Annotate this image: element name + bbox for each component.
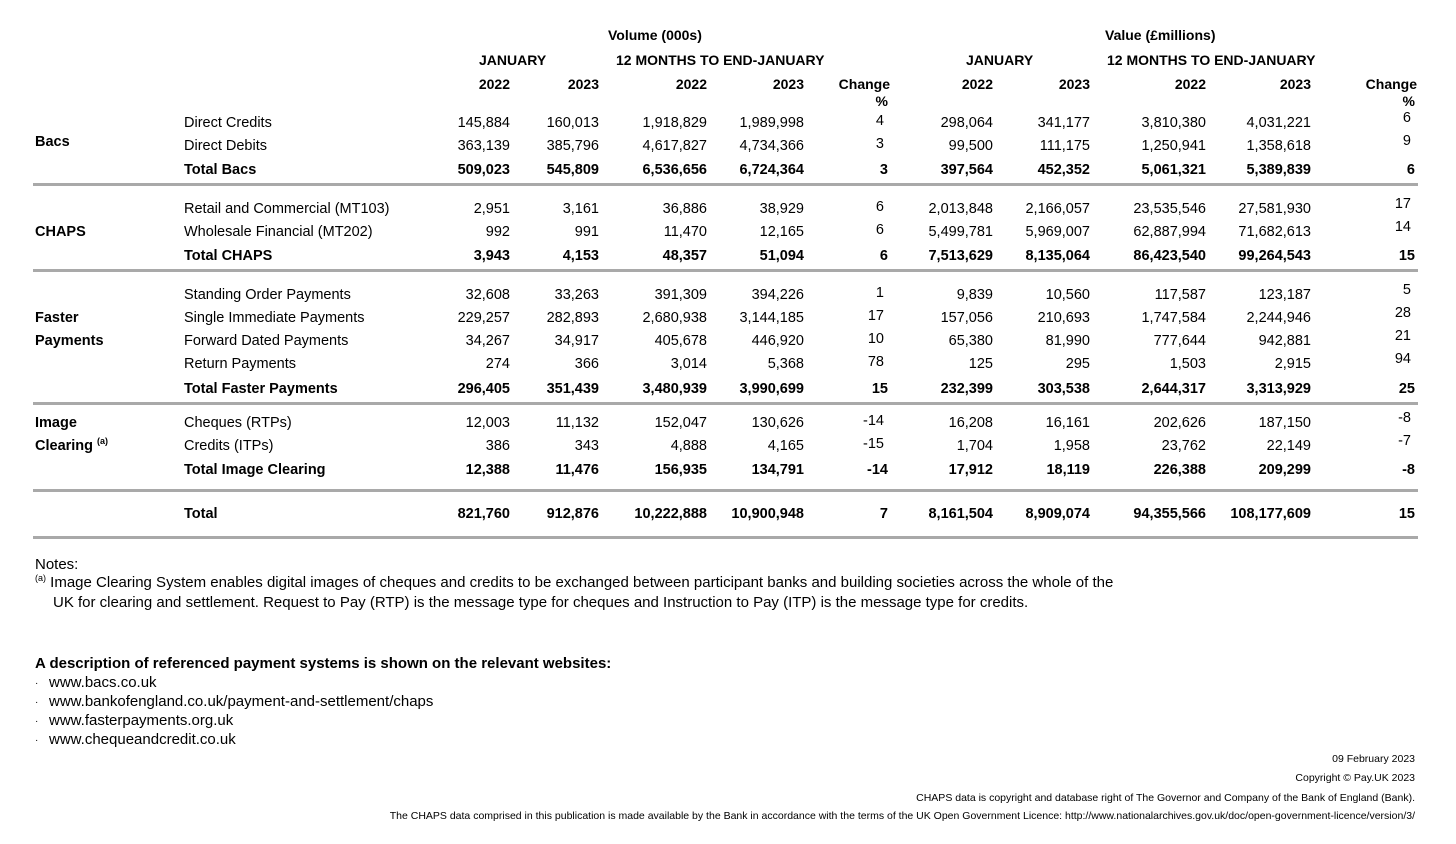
table-cell: 351,439	[546, 381, 599, 397]
table-cell: 992	[485, 224, 510, 240]
row-label: Total Bacs	[184, 162, 257, 178]
value-change-pct-header: %	[1402, 93, 1415, 109]
table-cell: 6	[879, 248, 888, 264]
table-cell: 2,680,938	[642, 310, 707, 326]
year-header-2022: 2022	[961, 76, 993, 92]
table-cell: 3	[875, 136, 884, 152]
table-cell: 3,313,929	[1246, 381, 1311, 397]
table-cell: 156,935	[654, 462, 707, 478]
footer-chaps-copyright: CHAPS data is copyright and database right of The Governor and Company of the Bank of England (Bank).	[916, 792, 1415, 804]
link-list-item	[35, 693, 433, 710]
table-cell: 343	[574, 438, 599, 454]
table-cell: 99,264,543	[1238, 248, 1311, 264]
table-cell: 134,791	[751, 462, 804, 478]
section-divider	[33, 489, 1418, 492]
bullet-icon: ·	[35, 696, 39, 708]
table-cell: 4,165	[767, 438, 804, 454]
table-cell: 160,013	[546, 115, 599, 131]
total-cell: 8,909,074	[1025, 506, 1090, 522]
row-label: Direct Credits	[184, 115, 272, 131]
table-cell: 27,581,930	[1238, 201, 1311, 217]
table-cell: 17	[867, 308, 884, 324]
table-cell: 145,884	[457, 115, 510, 131]
table-cell: 14	[1394, 219, 1411, 235]
table-cell: 38,929	[759, 201, 804, 217]
table-cell: 8,135,064	[1025, 248, 1090, 264]
table-cell: 394,226	[751, 287, 804, 303]
table-cell: 6,724,364	[739, 162, 804, 178]
row-label: Return Payments	[184, 356, 297, 372]
table-cell: 232,399	[940, 381, 993, 397]
total-label: Total	[184, 506, 218, 522]
table-cell: 4,888	[670, 438, 707, 454]
table-cell: 23,535,546	[1133, 201, 1206, 217]
note-a-marker: (a)	[35, 573, 46, 583]
table-cell: 3	[879, 162, 888, 178]
total-cell: 821,760	[457, 506, 510, 522]
table-cell: 81,990	[1045, 333, 1090, 349]
section-label-text: Image	[35, 415, 77, 431]
table-cell: 1,747,584	[1141, 310, 1206, 326]
table-cell: 99,500	[948, 138, 993, 154]
table-cell: 2,013,848	[928, 201, 993, 217]
table-cell: 1	[875, 285, 884, 301]
row-label: Retail and Commercial (MT103)	[184, 201, 390, 217]
table-cell: 9,839	[956, 287, 993, 303]
table-cell: 4,031,221	[1246, 115, 1311, 131]
year-header-2023: 2023	[1279, 76, 1311, 92]
table-cell: 6	[1402, 110, 1411, 126]
table-cell: 282,893	[546, 310, 599, 326]
table-cell: 21	[1394, 328, 1411, 344]
table-cell: 2,166,057	[1025, 201, 1090, 217]
total-cell: 8,161,504	[928, 506, 993, 522]
table-cell: 2,915	[1274, 356, 1311, 372]
table-cell: 7,513,629	[928, 248, 993, 264]
table-cell: 363,139	[457, 138, 510, 154]
table-cell: 25	[1398, 381, 1415, 397]
table-cell: 51,094	[759, 248, 804, 264]
table-cell: 296,405	[457, 381, 510, 397]
table-cell: 123,187	[1258, 287, 1311, 303]
table-cell: 452,352	[1037, 162, 1090, 178]
table-cell: 202,626	[1153, 415, 1206, 431]
table-cell: 341,177	[1037, 115, 1090, 131]
table-cell: -8	[1398, 410, 1411, 426]
table-cell: 1,958	[1053, 438, 1090, 454]
table-cell: 16,208	[948, 415, 993, 431]
table-cell: 34,267	[465, 333, 510, 349]
table-cell: 295	[1065, 356, 1090, 372]
table-cell: 209,299	[1258, 462, 1311, 478]
table-cell: 5,061,321	[1141, 162, 1206, 178]
row-label: Credits (ITPs)	[184, 438, 274, 454]
row-label: Direct Debits	[184, 138, 267, 154]
section-label	[35, 310, 79, 326]
table-cell: 942,881	[1258, 333, 1311, 349]
table-cell: 3,161	[562, 201, 599, 217]
table-cell: 10	[867, 331, 884, 347]
section-label-text: Payments	[35, 333, 104, 349]
table-cell: 991	[574, 224, 599, 240]
table-cell: 12,388	[465, 462, 510, 478]
table-cell: 17	[1394, 196, 1411, 212]
table-cell: 94	[1394, 351, 1411, 367]
section-label	[35, 333, 104, 349]
table-cell: 125	[968, 356, 993, 372]
link-list-item	[35, 731, 236, 748]
row-label: Single Immediate Payments	[184, 310, 365, 326]
section-label-text: Faster	[35, 310, 79, 326]
table-cell: 111,175	[1039, 138, 1090, 154]
table-cell: 86,423,540	[1133, 248, 1206, 264]
section-label	[35, 134, 70, 150]
website-link[interactable]: www.fasterpayments.org.uk	[49, 712, 234, 729]
section-label-footnote-marker: (a)	[97, 436, 109, 447]
bullet-icon: ·	[35, 734, 39, 746]
table-cell: 2,644,317	[1141, 381, 1206, 397]
table-cell: 6	[1406, 162, 1415, 178]
section-label	[35, 438, 108, 454]
row-label: Forward Dated Payments	[184, 333, 349, 349]
section-label-text: Bacs	[35, 134, 70, 150]
table-cell: 18,119	[1046, 462, 1090, 478]
table-cell: 23,762	[1161, 438, 1206, 454]
table-cell: 4,617,827	[642, 138, 707, 154]
value-12-months-header: 12 MONTHS TO END-JANUARY	[1107, 52, 1316, 68]
total-cell: 108,177,609	[1230, 506, 1311, 522]
table-cell: 4	[875, 113, 884, 129]
table-cell: 386	[485, 438, 510, 454]
link-list-item	[35, 674, 157, 691]
table-cell: 385,796	[546, 138, 599, 154]
table-cell: 1,358,618	[1246, 138, 1311, 154]
year-header-2023: 2023	[1058, 76, 1090, 92]
year-header-2022: 2022	[478, 76, 510, 92]
table-cell: 12,003	[465, 415, 510, 431]
table-cell: 5,389,839	[1246, 162, 1311, 178]
table-cell: 303,538	[1037, 381, 1090, 397]
table-cell: 2,244,946	[1246, 310, 1311, 326]
table-cell: 12,165	[759, 224, 804, 240]
table-cell: 62,887,994	[1133, 224, 1206, 240]
table-cell: 6	[875, 222, 884, 238]
table-cell: 366	[574, 356, 599, 372]
table-cell: 1,918,829	[642, 115, 707, 131]
table-cell: 65,380	[948, 333, 993, 349]
section-divider	[33, 183, 1418, 186]
table-cell: 1,250,941	[1141, 138, 1206, 154]
table-cell: -14	[867, 462, 888, 478]
table-cell: 3,480,939	[642, 381, 707, 397]
table-cell: 2,951	[473, 201, 510, 217]
section-label-text: Clearing	[35, 438, 94, 454]
year-header-2023: 2023	[772, 76, 804, 92]
footer-date: 09 February 2023	[1332, 753, 1415, 765]
table-cell: 17,912	[948, 462, 993, 478]
section-label	[35, 224, 86, 240]
table-cell: 5,499,781	[928, 224, 993, 240]
row-label: Standing Order Payments	[184, 287, 351, 303]
volume-12-months-header: 12 MONTHS TO END-JANUARY	[616, 52, 825, 68]
website-link[interactable]: www.chequeandcredit.co.uk	[49, 731, 236, 748]
table-cell: 229,257	[457, 310, 510, 326]
table-cell: 11,476	[555, 462, 599, 478]
table-cell: 6	[875, 199, 884, 215]
bullet-icon: ·	[35, 715, 39, 727]
table-cell: 3,990,699	[739, 381, 804, 397]
table-cell: -14	[863, 413, 884, 429]
table-cell: 36,886	[662, 201, 707, 217]
table-cell: 152,047	[654, 415, 707, 431]
table-cell: 509,023	[457, 162, 510, 178]
table-cell: 10,560	[1045, 287, 1090, 303]
table-cell: 130,626	[751, 415, 804, 431]
table-cell: 32,608	[465, 287, 510, 303]
table-cell: -15	[863, 436, 884, 452]
table-cell: 48,357	[662, 248, 707, 264]
year-header-2022: 2022	[675, 76, 707, 92]
table-cell: 3,144,185	[739, 310, 804, 326]
table-cell: 391,309	[654, 287, 707, 303]
section-label	[35, 415, 77, 431]
section-divider	[33, 536, 1418, 539]
table-cell: 3,014	[670, 356, 707, 372]
table-cell: 210,693	[1037, 310, 1090, 326]
table-cell: 1,704	[956, 438, 993, 454]
table-cell: 545,809	[546, 162, 599, 178]
table-cell: 71,682,613	[1238, 224, 1311, 240]
footer-licence: The CHAPS data comprised in this publication is made available by the Bank in accordance with the terms of the UK Open Government Licence: http://www.nationalarchives.gov.uk/doc/open-government-licence/version/3/	[389, 810, 1415, 822]
table-cell: -7	[1398, 433, 1411, 449]
bullet-icon: ·	[35, 677, 39, 689]
table-cell: 33,263	[554, 287, 599, 303]
section-divider	[33, 269, 1418, 272]
note-a-line2: UK for clearing and settlement. Request to Pay (RTP) is the message type for cheques and Instruction to Pay (ITP) is the message type for credits.	[53, 594, 1029, 611]
footer-copyright: Copyright © Pay.UK 2023	[1295, 772, 1415, 784]
table-cell: 5,368	[767, 356, 804, 372]
total-cell: 10,900,948	[731, 506, 804, 522]
value-january-header: JANUARY	[966, 52, 1034, 68]
table-cell: 6,536,656	[642, 162, 707, 178]
note-a	[35, 574, 1113, 591]
table-cell: 4,734,366	[739, 138, 804, 154]
table-cell: 78	[867, 354, 884, 370]
table-cell: 298,064	[940, 115, 993, 131]
total-cell: 912,876	[546, 506, 599, 522]
row-label: Total Image Clearing	[184, 462, 326, 478]
total-cell: 15	[1398, 506, 1415, 522]
table-cell: 3,810,380	[1141, 115, 1206, 131]
table-cell: 11,132	[555, 415, 599, 431]
row-label: Wholesale Financial (MT202)	[184, 224, 373, 240]
table-cell: 117,587	[1154, 287, 1206, 303]
table-cell: 1,989,998	[739, 115, 804, 131]
year-header-2023: 2023	[567, 76, 599, 92]
table-cell: 446,920	[751, 333, 804, 349]
notes-title: Notes:	[35, 556, 79, 573]
value-change-header: Change	[1365, 76, 1417, 92]
volume-january-header: JANUARY	[479, 52, 547, 68]
table-cell: 15	[871, 381, 888, 397]
table-cell: 5	[1402, 282, 1411, 298]
table-cell: 22,149	[1266, 438, 1311, 454]
total-cell: 7	[879, 506, 888, 522]
value-header: Value (£millions)	[1105, 27, 1216, 43]
website-link[interactable]: www.bankofengland.co.uk/payment-and-settlement/chaps	[49, 693, 434, 710]
table-cell: 157,056	[940, 310, 993, 326]
row-label: Cheques (RTPs)	[184, 415, 292, 431]
table-cell: 405,678	[654, 333, 707, 349]
row-label: Total CHAPS	[184, 248, 273, 264]
table-cell: 4,153	[562, 248, 599, 264]
table-cell: 28	[1394, 305, 1411, 321]
table-cell: 274	[485, 356, 510, 372]
link-list-item	[35, 712, 233, 729]
total-cell: 94,355,566	[1133, 506, 1206, 522]
section-divider	[33, 402, 1418, 405]
year-header-2022: 2022	[1174, 76, 1206, 92]
table-cell: 187,150	[1258, 415, 1311, 431]
note-a-line1: Image Clearing System enables digital images of cheques and credits to be exchanged between participant banks and building societies across the whole of the	[50, 574, 1114, 591]
table-cell: 16,161	[1045, 415, 1090, 431]
table-cell: 226,388	[1153, 462, 1206, 478]
volume-change-pct-header: %	[875, 93, 888, 109]
total-cell: 10,222,888	[634, 506, 707, 522]
table-cell: 34,917	[554, 333, 599, 349]
table-cell: 15	[1398, 248, 1415, 264]
links-title: A description of referenced payment systems is shown on the relevant websites:	[35, 655, 612, 672]
section-label-text: CHAPS	[35, 224, 86, 240]
table-cell: 777,644	[1153, 333, 1206, 349]
table-cell: 1,503	[1169, 356, 1206, 372]
volume-header: Volume (000s)	[608, 27, 702, 43]
row-label: Total Faster Payments	[184, 381, 338, 397]
table-cell: 397,564	[940, 162, 993, 178]
table-cell: 9	[1402, 133, 1411, 149]
table-cell: -8	[1402, 462, 1415, 478]
table-cell: 11,470	[663, 224, 707, 240]
website-link[interactable]: www.bacs.co.uk	[49, 674, 157, 691]
volume-change-header: Change	[838, 76, 890, 92]
table-cell: 5,969,007	[1025, 224, 1090, 240]
table-cell: 3,943	[473, 248, 510, 264]
